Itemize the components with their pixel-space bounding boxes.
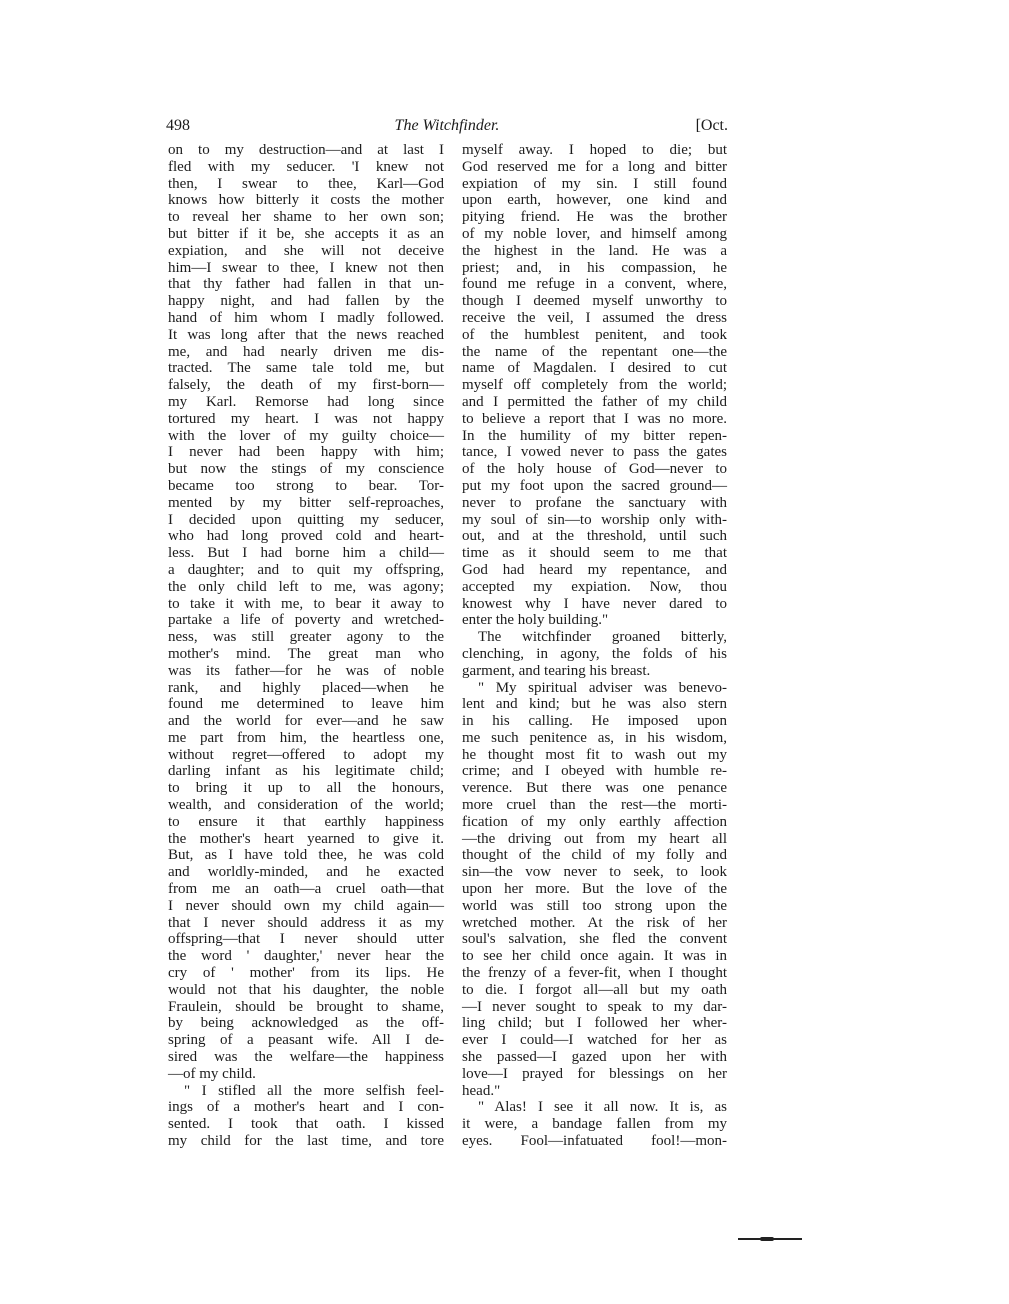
text-line: me, and had nearly driven me dis- xyxy=(168,343,444,360)
text-line: without regret—offered to adopt my xyxy=(168,746,444,763)
text-line: of the holy house of God—never to xyxy=(462,461,727,478)
text-line: to take it with me, to bear it away to xyxy=(168,595,444,612)
text-line: " Alas! I see it all now. It is, as xyxy=(478,1099,727,1116)
text-line: then, I swear to thee, Karl—God xyxy=(168,175,444,192)
text-line: head." xyxy=(462,1082,501,1099)
text-line: expiation, and she will not deceive xyxy=(168,242,444,259)
text-line: wealth, and consideration of the world; xyxy=(168,797,444,814)
text-line: God reserved me for a long and bitter xyxy=(462,158,727,175)
text-line: accepted my expiation. Now, thou xyxy=(462,578,727,595)
text-line: my child for the last time, and tore xyxy=(168,1133,444,1150)
text-line: knowest why I have never dared to xyxy=(462,595,727,612)
text-line: more cruel than the rest—the morti- xyxy=(462,797,727,814)
text-line: out, and at the threshold, until such xyxy=(462,528,727,545)
text-line: she passed—I gazed upon her with xyxy=(462,1049,727,1066)
text-line: my soul of sin—to worship only with- xyxy=(462,511,727,528)
text-line: garment, and tearing his breast. xyxy=(462,662,651,679)
text-line: from me an oath—a cruel oath—that xyxy=(168,881,444,898)
text-line: sented. I took that oath. I kissed xyxy=(168,1116,444,1133)
text-line: mented by my bitter self-reproaches, xyxy=(168,494,444,511)
text-line: ings of a mother's heart and I con- xyxy=(168,1099,444,1116)
text-line: it were, a bandage fallen from my xyxy=(462,1116,727,1133)
text-line: knows how bitterly it costs the mother xyxy=(168,192,444,209)
text-line: spring of a peasant wife. All I de- xyxy=(168,1032,444,1049)
text-line: hand of him whom I madly followed. xyxy=(168,309,444,326)
text-line: name of Magdalen. I desired to cut xyxy=(462,360,727,377)
text-line: the highest in the land. He was a xyxy=(462,242,727,259)
text-line: " I stifled all the more selfish feel- xyxy=(184,1082,444,1099)
text-line: I decided upon quitting my seducer, xyxy=(168,511,444,528)
text-line: happy night, and had fallen by the xyxy=(168,293,444,310)
text-line: pitying friend. He was the brother xyxy=(462,209,727,226)
text-line: upon her more. But the love of the xyxy=(462,881,727,898)
text-line: I never should own my child again— xyxy=(168,897,444,914)
text-line: offspring—that I never should utter xyxy=(168,931,444,948)
text-line: myself away. I hoped to die; but xyxy=(462,142,727,158)
text-line: found me determined to leave him xyxy=(168,696,444,713)
text-line: ever I could—I watched for her as xyxy=(462,1032,727,1049)
text-line: in his calling. He imposed upon xyxy=(462,713,727,730)
text-line: became too strong to bear. Tor- xyxy=(168,477,444,494)
text-line: by being acknowledged as the off- xyxy=(168,1015,444,1032)
text-line: less. But I had borne him a child— xyxy=(168,545,444,562)
text-line: thought of the child of my folly and xyxy=(462,847,727,864)
text-line: my Karl. Remorse had long since xyxy=(168,393,444,410)
page-tail-mark xyxy=(738,1238,802,1240)
text-line: lent and kind; but he was also stern xyxy=(462,696,727,713)
text-line: he thought most fit to wash out my xyxy=(462,746,727,763)
text-line: partake a life of poverty and wretched- xyxy=(168,612,444,629)
text-line: —of my child. xyxy=(168,1065,256,1082)
text-line: that I never should address it as my xyxy=(168,914,444,931)
text-line: enter the holy building." xyxy=(462,612,609,629)
text-line: that thy father had fallen in that un- xyxy=(168,276,444,293)
text-line: though I deemed myself unworthy to xyxy=(462,293,727,310)
text-line: eyes. Fool—infatuated fool!—mon- xyxy=(462,1133,727,1150)
text-line: who had long proved cold and heart- xyxy=(168,528,444,545)
running-title: The Witchfinder. xyxy=(394,117,500,134)
text-line: the mother's heart yearned to give it. xyxy=(168,830,444,847)
text-line: It was long after that the news reached xyxy=(168,326,444,343)
text-line: wretched mother. At the risk of her xyxy=(462,914,727,931)
text-line: fled with my seducer. 'I knew not xyxy=(168,158,444,175)
text-line: to reveal her shame to her own son; xyxy=(168,209,444,226)
text-line: a daughter; and to quit my offspring, xyxy=(168,561,444,578)
text-line: sin—the vow never to seek, to look xyxy=(462,864,727,881)
text-line: cry of ' mother' from its lips. He xyxy=(168,965,444,982)
text-line: the word ' daughter,' never hear the xyxy=(168,948,444,965)
text-line: love—I prayed for blessings on her xyxy=(462,1065,727,1082)
running-header xyxy=(166,117,728,141)
text-line: put my foot upon the sacred ground— xyxy=(462,477,727,494)
text-line: to see her child once again. It was in xyxy=(462,948,727,965)
text-line: In the humility of my bitter repen- xyxy=(462,427,727,444)
text-line: —the driving out from my heart all xyxy=(462,830,727,847)
text-line: time as it should seem to me that xyxy=(462,545,727,562)
text-line: darling infant as his legitimate child; xyxy=(168,763,444,780)
text-line: but bitter if it be, she accepts it as an xyxy=(168,225,444,242)
text-line: crime; and I obeyed with humble re- xyxy=(462,763,727,780)
text-line: expiation of my sin. I still found xyxy=(462,175,727,192)
issue-month: [Oct. xyxy=(695,117,728,134)
text-line: But, as I have told thee, he was cold xyxy=(168,847,444,864)
text-line: The witchfinder groaned bitterly, xyxy=(478,629,727,646)
text-line: I never had been happy with him; xyxy=(168,444,444,461)
right-text-column xyxy=(462,142,727,1150)
text-line: the frenzy of a fever-fit, when I thought xyxy=(462,965,727,982)
text-line: on to my destruction—and at last I xyxy=(168,142,444,158)
text-line: verence. But there was one penance xyxy=(462,780,727,797)
text-line: to ensure it that earthly happiness xyxy=(168,813,444,830)
text-line: him—I swear to thee, I knew not then xyxy=(168,259,444,276)
text-line: of my noble lover, and himself among xyxy=(462,225,727,242)
text-line: soul's salvation, she fled the convent xyxy=(462,931,727,948)
text-line: tortured my heart. I was not happy xyxy=(168,410,444,427)
page-number: 498 xyxy=(166,117,190,134)
text-line: God had heard my repentance, and xyxy=(462,561,727,578)
text-line: world was still too strong upon the xyxy=(462,897,727,914)
left-text-column xyxy=(168,142,444,1150)
text-line: and worldly-minded, and he exacted xyxy=(168,864,444,881)
text-line: was its father—for he was of noble xyxy=(168,662,444,679)
text-line: falsely, the death of my first-born— xyxy=(168,377,444,394)
text-line: tracted. The same tale told me, but xyxy=(168,360,444,377)
text-line: would not that his daughter, the noble xyxy=(168,981,444,998)
text-line: to believe a report that I was no more. xyxy=(462,410,727,427)
text-line: the name of the repentant one—the xyxy=(462,343,727,360)
text-line: but now the stings of my conscience xyxy=(168,461,444,478)
text-line: receive the veil, I assumed the dress xyxy=(462,309,727,326)
text-line: priest; and, in his compassion, he xyxy=(462,259,727,276)
text-line: to bring it up to all the honours, xyxy=(168,780,444,797)
text-line: clenching, in agony, the folds of his xyxy=(462,645,727,662)
text-line: " My spiritual adviser was benevo- xyxy=(478,679,727,696)
text-line: rank, and highly placed—when he xyxy=(168,679,444,696)
text-line: with the lover of my guilty choice— xyxy=(168,427,444,444)
text-line: never to profane the sanctuary with xyxy=(462,494,727,511)
text-line: upon earth, however, one kind and xyxy=(462,192,727,209)
text-line: found me refuge in a convent, where, xyxy=(462,276,727,293)
text-line: ness, was still greater agony to the xyxy=(168,629,444,646)
text-line: ling child; but I followed her wher- xyxy=(462,1015,727,1032)
text-line: the only child left to me, was agony; xyxy=(168,578,444,595)
text-line: sired was the welfare—the happiness xyxy=(168,1049,444,1066)
text-line: me part from him, the heartless one, xyxy=(168,729,444,746)
text-line: to die. I forgot all—all but my oath xyxy=(462,981,727,998)
text-line: mother's mind. The great man who xyxy=(168,645,444,662)
text-line: and the world for ever—and he saw xyxy=(168,713,444,730)
text-line: of the humblest penitent, and took xyxy=(462,326,727,343)
text-line: and I permitted the father of my child xyxy=(462,393,727,410)
text-line: —I never sought to speak to my dar- xyxy=(462,998,727,1015)
text-line: fication of my only earthly affection xyxy=(462,813,727,830)
text-line: Fraulein, should be brought to shame, xyxy=(168,998,444,1015)
text-line: myself off completely from the world; xyxy=(462,377,727,394)
text-line: tance, I vowed never to pass the gates xyxy=(462,444,727,461)
text-line: me such penitence as, in his wisdom, xyxy=(462,729,727,746)
